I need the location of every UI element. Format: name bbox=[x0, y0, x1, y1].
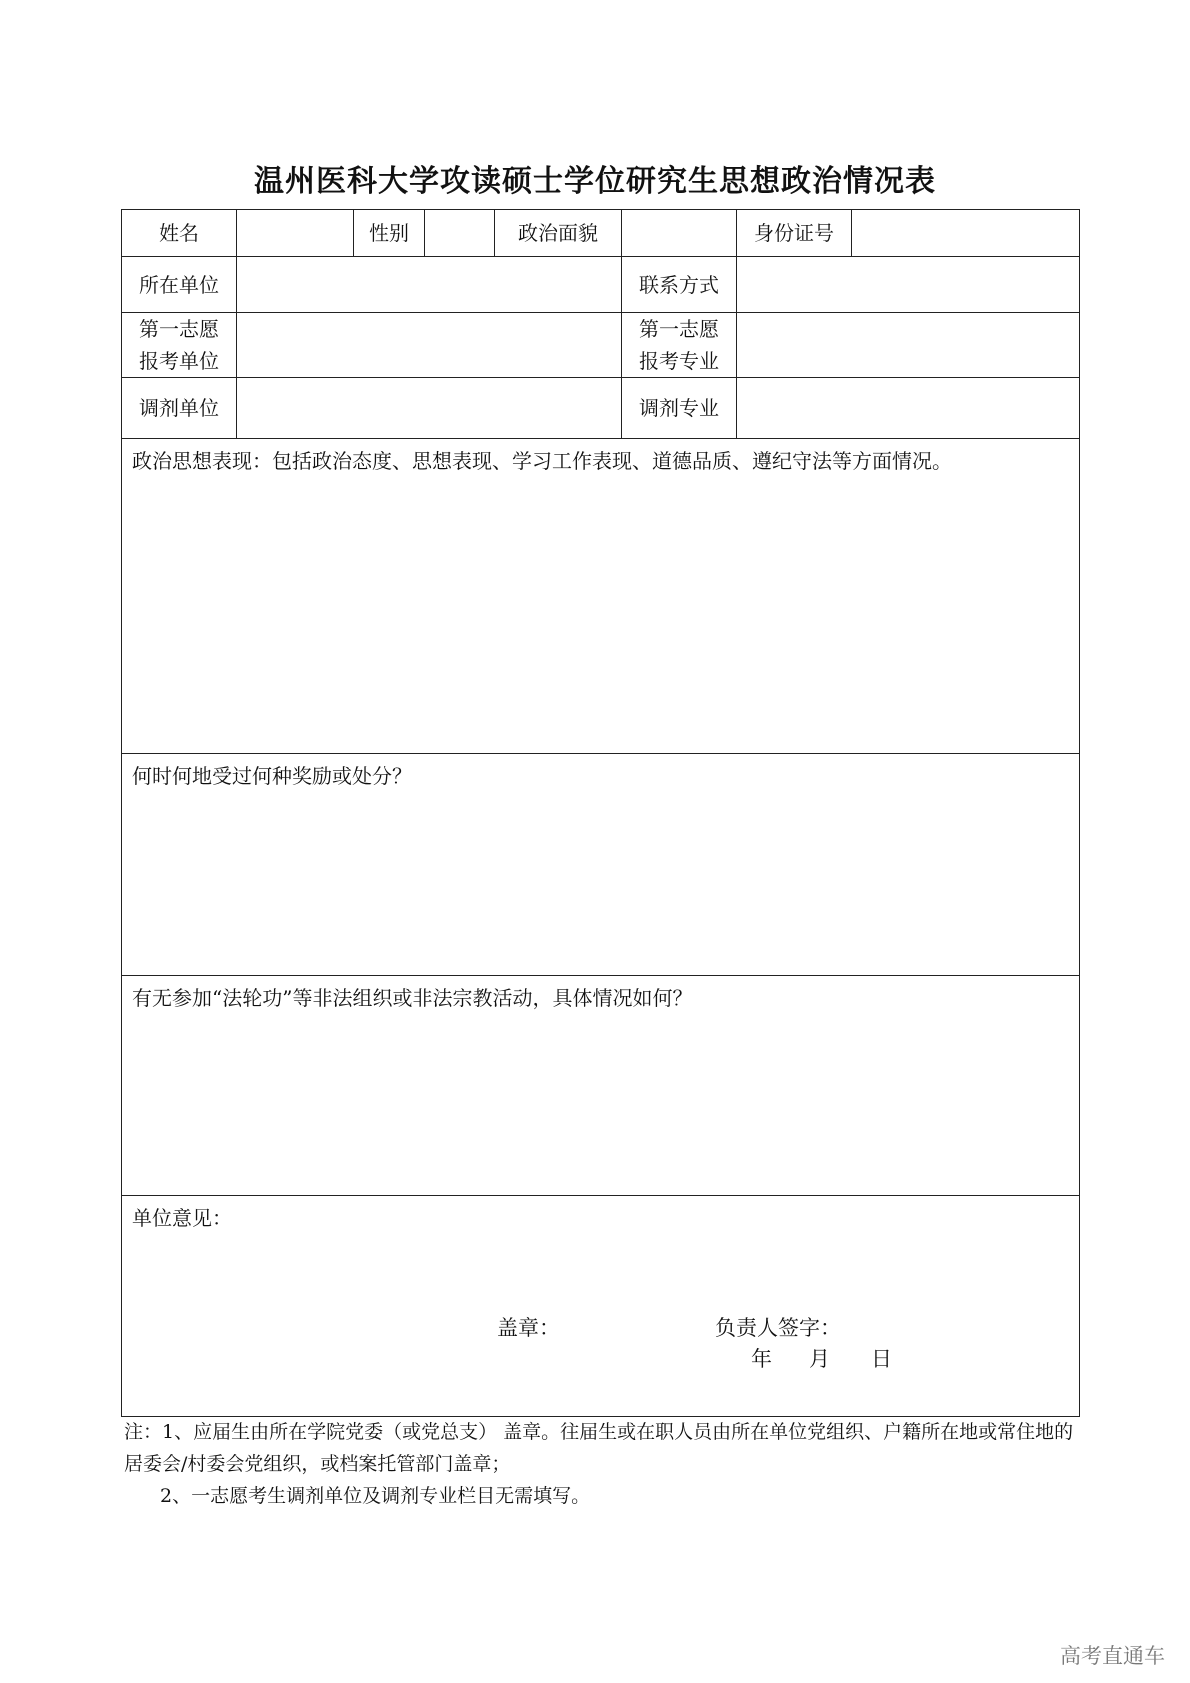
contact-label: 联系方式 bbox=[622, 257, 737, 313]
gender-field[interactable] bbox=[425, 210, 495, 257]
rewards-section[interactable] bbox=[122, 754, 1080, 976]
transfer-unit-label: 调剂单位 bbox=[122, 378, 237, 439]
notes bbox=[124, 1416, 1084, 1512]
note-1: 注：1、应届生由所在学院党委（或党总支） 盖章。往届生或在职人员由所在单位党组织、户籍所在地或常住地的居委会/村委会党组织，或档案托管部门盖章； bbox=[124, 1421, 1074, 1475]
year-label: 年 bbox=[751, 1347, 772, 1371]
first-choice-unit-label: 第一志愿 报考单位 bbox=[122, 313, 237, 378]
name-label: 姓名 bbox=[122, 210, 237, 257]
note-2: 2、一志愿考生调剂单位及调剂专业栏目无需填写。 bbox=[160, 1485, 591, 1507]
political-status-field[interactable] bbox=[622, 210, 737, 257]
month-label: 月 bbox=[809, 1347, 830, 1371]
page-title: 温州医科大学攻读硕士学位研究生思想政治情况表 bbox=[254, 164, 936, 199]
seal-label: 盖章： bbox=[497, 1316, 560, 1340]
unit-label: 所在单位 bbox=[122, 257, 237, 313]
transfer-major-field[interactable] bbox=[737, 378, 1080, 439]
illegal-org-section[interactable] bbox=[122, 976, 1080, 1196]
first-choice-major-field[interactable] bbox=[737, 313, 1080, 378]
transfer-major-label: 调剂专业 bbox=[622, 378, 737, 439]
signature-label: 负责人签字： bbox=[715, 1316, 841, 1340]
id-number-label: 身份证号 bbox=[737, 210, 852, 257]
watermark: 高考直通车 bbox=[1060, 1644, 1165, 1668]
political-performance-section[interactable] bbox=[122, 439, 1080, 754]
unit-opinion-section[interactable] bbox=[122, 1196, 1080, 1417]
contact-field[interactable] bbox=[737, 257, 1080, 313]
political-performance-prompt: 政治思想表现：包括政治态度、思想表现、学习工作表现、道德品质、遵纪守法等方面情况。 bbox=[132, 449, 952, 473]
first-choice-unit-field[interactable] bbox=[237, 313, 622, 378]
day-label: 日 bbox=[871, 1347, 892, 1371]
unit-field[interactable] bbox=[237, 257, 622, 313]
first-choice-major-label: 第一志愿 报考专业 bbox=[622, 313, 737, 378]
gender-label: 性别 bbox=[354, 210, 425, 257]
political-status-label: 政治面貌 bbox=[495, 210, 622, 257]
name-field[interactable] bbox=[237, 210, 354, 257]
unit-opinion-prompt: 单位意见： bbox=[132, 1206, 232, 1230]
id-number-field[interactable] bbox=[852, 210, 1080, 257]
transfer-unit-field[interactable] bbox=[237, 378, 622, 439]
rewards-prompt: 何时何地受过何种奖励或处分？ bbox=[132, 764, 412, 788]
illegal-org-prompt: 有无参加“法轮功”等非法组织或非法宗教活动，具体情况如何？ bbox=[132, 986, 693, 1010]
info-form-table bbox=[121, 209, 1080, 1417]
